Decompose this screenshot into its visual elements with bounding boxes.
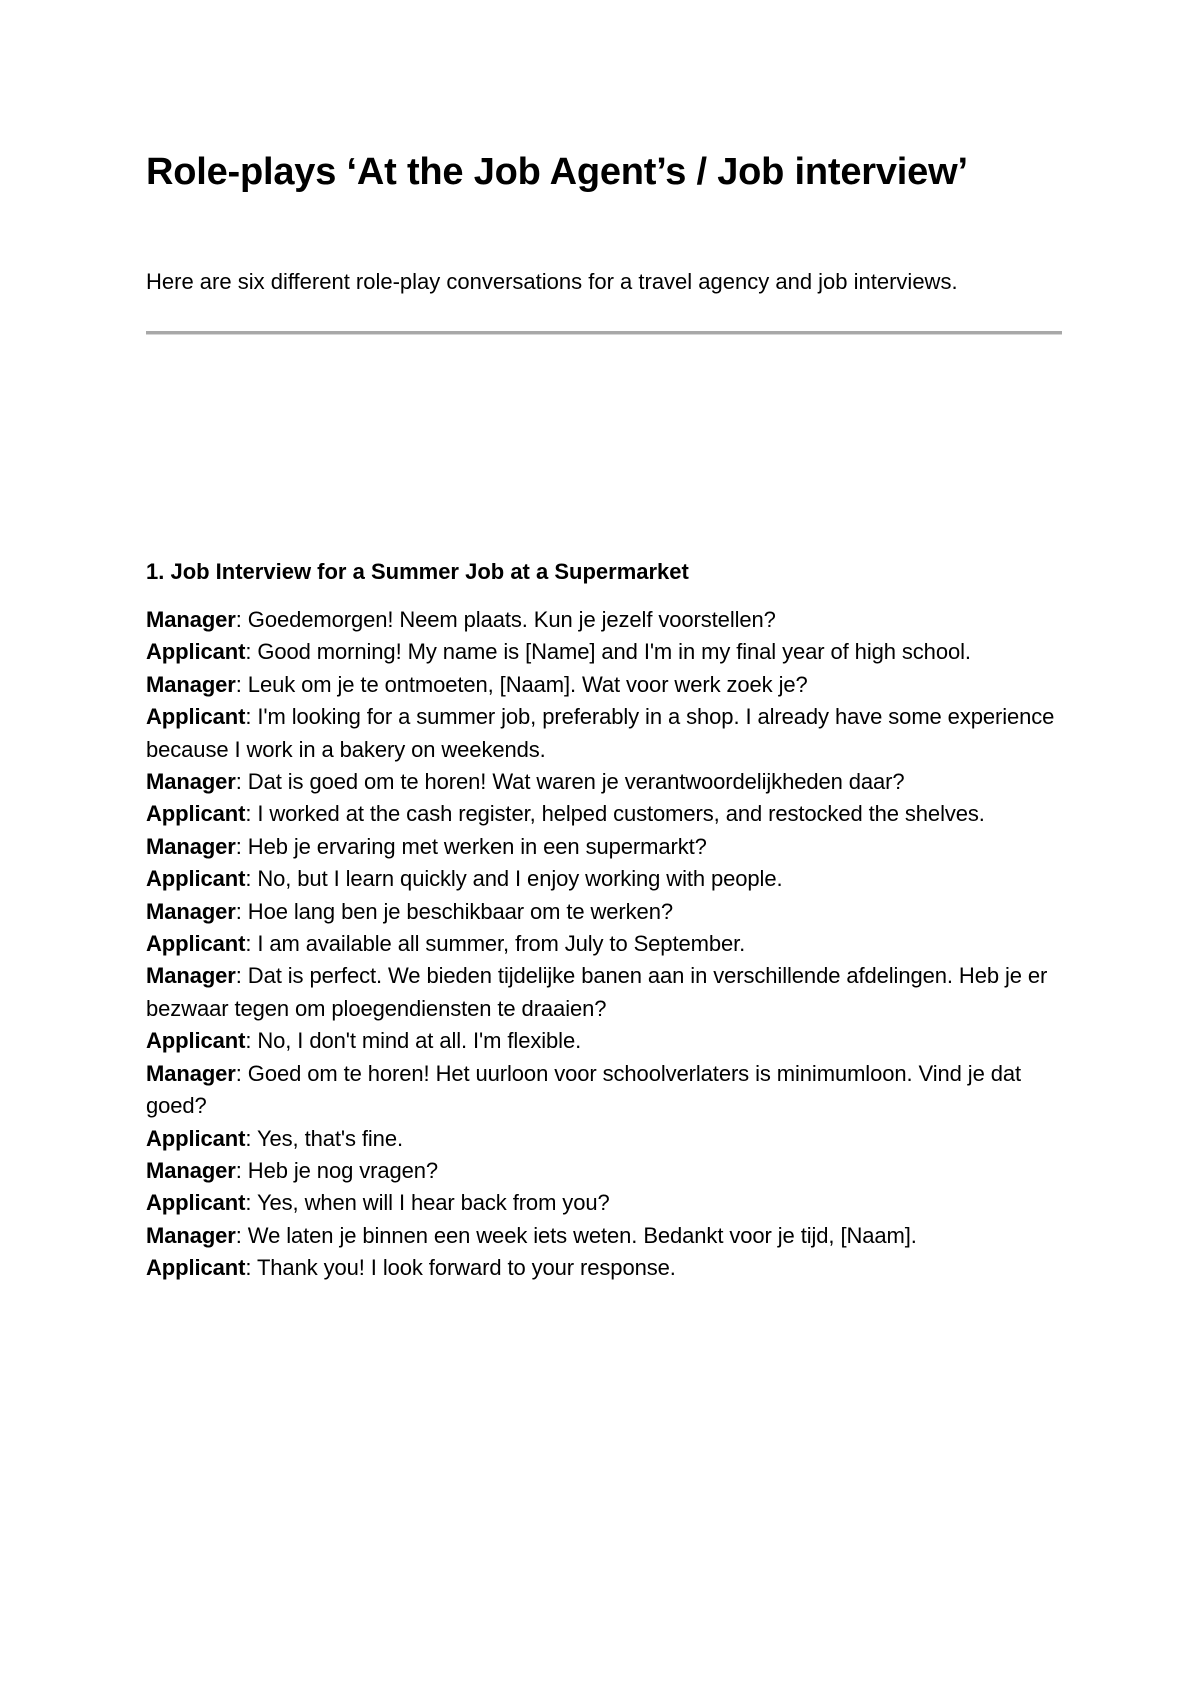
intro-paragraph: Here are six different role-play conversations for a travel agency and job interviews. xyxy=(146,269,958,294)
horizontal-divider xyxy=(146,331,1062,335)
dialogue-text: : We laten je binnen een week iets weten. Bedankt voor je tijd, [Naam]. xyxy=(235,1222,917,1248)
dialogue-text: : Dat is goed om te horen! Wat waren je verantwoordelijkheden daar? xyxy=(235,769,905,795)
speaker-label: Applicant xyxy=(146,639,246,665)
dialogue-line xyxy=(146,1058,1062,1123)
speaker-label: Applicant xyxy=(146,1028,246,1054)
speaker-label: Manager xyxy=(146,1060,236,1086)
dialogue-text: : Goed om te horen! Het uurloon voor schoolverlaters is minimumloon. Vind je dat goed? xyxy=(146,1060,1021,1119)
dialogue-text: : I'm looking for a summer job, preferably in a shop. I already have some experience because I work in a bakery on weekends. xyxy=(146,704,1055,762)
speaker-label: Manager xyxy=(146,1222,236,1248)
speaker-label: Applicant xyxy=(146,931,246,957)
dialogue-line xyxy=(146,1123,1062,1155)
speaker-label: Manager xyxy=(146,963,236,989)
dialogue-line xyxy=(146,798,1062,830)
dialogue-text: : Heb je ervaring met werken in een supermarkt? xyxy=(235,833,707,859)
dialogue-line xyxy=(146,1252,1062,1284)
page-title: Role-plays ‘At the Job Agent’s / Job interview’ xyxy=(146,151,968,193)
dialogue-line xyxy=(146,669,1062,701)
dialogue-text: : I worked at the cash register, helped customers, and restocked the shelves. xyxy=(245,801,985,827)
speaker-label: Manager xyxy=(146,898,236,924)
speaker-label: Manager xyxy=(146,607,236,632)
dialogue-line xyxy=(146,766,1062,798)
dialogue-line xyxy=(146,928,1062,960)
speaker-label: Manager xyxy=(146,1157,236,1183)
speaker-label: Manager xyxy=(146,671,236,697)
dialogue-text: : Yes, when will I hear back from you? xyxy=(245,1190,610,1216)
dialogue-text: : No, I don't mind at all. I'm flexible. xyxy=(245,1028,582,1054)
speaker-label: Applicant xyxy=(146,801,246,827)
speaker-label: Applicant xyxy=(146,866,246,892)
dialogue-text: : Thank you! I look forward to your response. xyxy=(245,1255,676,1281)
dialogue-text: : Heb je nog vragen? xyxy=(235,1157,439,1183)
dialogue-text: : Dat is perfect. We bieden tijdelijke banen aan in verschillende afdelingen. Heb je er bezwaar tegen om ploegendiensten te draaien? xyxy=(146,963,1048,1021)
dialogue-line xyxy=(146,896,1062,928)
dialogue-line xyxy=(146,1025,1062,1057)
dialogue-line xyxy=(146,1220,1062,1252)
speaker-label: Manager xyxy=(146,833,236,859)
dialogue-line xyxy=(146,636,1062,668)
speaker-label: Applicant xyxy=(146,1255,246,1281)
section-heading: 1. Job Interview for a Summer Job at a Supermarket xyxy=(146,559,689,584)
dialogue-text: : Hoe lang ben je beschikbaar om te werken? xyxy=(235,898,673,924)
dialogue-text: : I am available all summer, from July to September. xyxy=(245,931,746,957)
speaker-label: Manager xyxy=(146,769,236,795)
dialogue-line xyxy=(146,1155,1062,1187)
dialogue-text: : Yes, that's fine. xyxy=(245,1125,403,1151)
dialogue-line xyxy=(146,604,1062,636)
dialogue-line xyxy=(146,863,1062,895)
dialogue-text: : No, but I learn quickly and I enjoy working with people. xyxy=(245,866,783,892)
dialogue xyxy=(146,604,1062,1285)
dialogue-text: : Good morning! My name is [Name] and I'm in my final year of high school. xyxy=(245,639,971,665)
dialogue-text: : Goedemorgen! Neem plaats. Kun je jezelf voorstellen? xyxy=(235,607,776,632)
speaker-label: Applicant xyxy=(146,1190,246,1216)
dialogue-line xyxy=(146,960,1062,1025)
dialogue-line xyxy=(146,831,1062,863)
dialogue-line xyxy=(146,701,1062,766)
speaker-label: Applicant xyxy=(146,704,246,730)
dialogue-line xyxy=(146,1187,1062,1219)
speaker-label: Applicant xyxy=(146,1125,246,1151)
dialogue-text: : Leuk om je te ontmoeten, [Naam]. Wat voor werk zoek je? xyxy=(235,671,808,697)
